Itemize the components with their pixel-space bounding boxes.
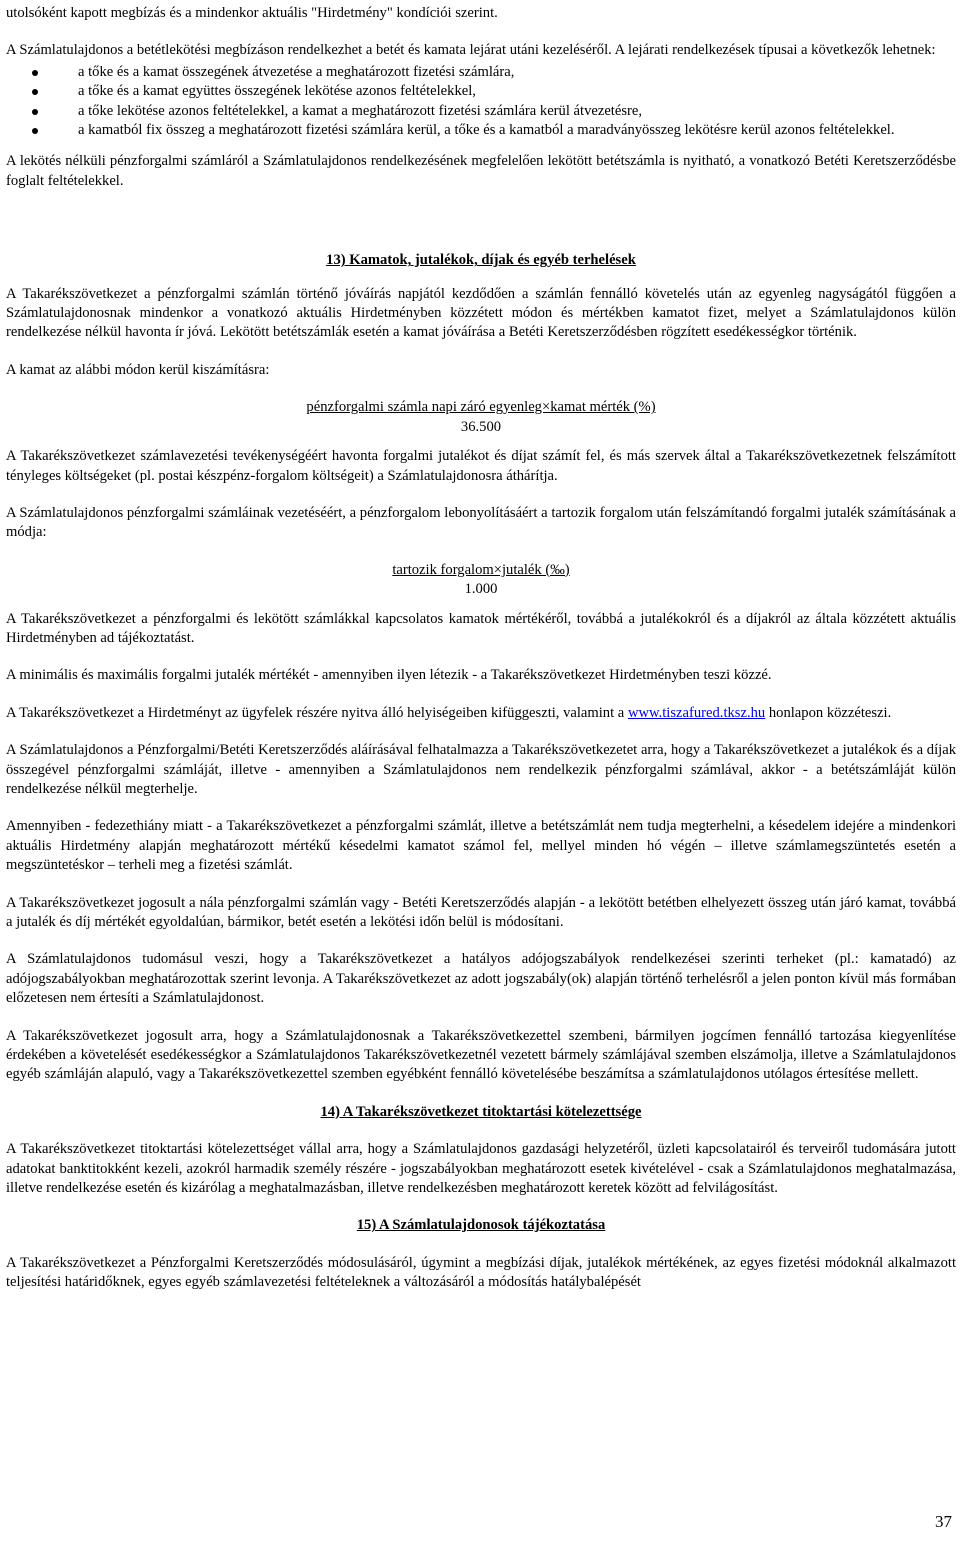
paragraph: A Számlatulajdonos a betétlekötési megbízáson rendelkezhet a betét és kamata lejárat utáni kezeléséről. A lejárati rendelkezések típusai a következők lehetnek:	[6, 42, 936, 59]
formula-denominator: 36.500	[460, 418, 502, 435]
paragraph: A Takarékszövetkezet titoktartási kötelezettséget vállal arra, hogy a Számlatulajdonos gazdasági helyzetéről, üzleti kapcsolatairól és terveiről tudomására jutott adatokat banktitokként kezeli, azokról harmadik személy részére - jogszabályokban meghatározott esetek kivételével - csak a Számlatulajdonos meghatalmazása, illetve rendelkezése esetén és kizárólag a meghatalmazásban, illetve rendelkezésben meghatározott keretek között ad felvilágosítást.	[6, 1141, 956, 1197]
paragraph	[6, 704, 956, 723]
paragraph: A minimális és maximális forgalmi jutalék mértékét - amennyiben ilyen létezik - a Takarékszövetkezet Hirdetményben teszi közzé.	[6, 667, 772, 684]
paragraph: A Takarékszövetkezet jogosult a nála pénzforgalmi számlán vagy - Betéti Keretszerződés alapján - a lekötött betétben elhelyezett összeg után járó kamat, továbbá a jutalék és díj mértékét egyoldalúan, bármikor, betét esetén a lekötési időn belül is módosítani.	[6, 894, 956, 930]
list-item	[6, 63, 956, 82]
list-item-text: a tőke és a kamat együttes összegének lekötése azonos feltételekkel,	[78, 83, 476, 100]
paragraph: A Számlatulajdonos a Pénzforgalmi/Betéti Keretszerződés aláírásával felhatalmazza a Takarékszövetkezetet arra, hogy a Takarékszövetkezet a jutalékok és a díjak összegével pénzforgalmi számláját, illetve - amennyiben a Számlatulajdonos nem rendelkezik pénzforgalmi számlával, akkor - a betétszámláját külön rendelkezése nélkül megterhelje.	[6, 742, 956, 797]
paragraph: A Takarékszövetkezet számlavezetési tevékenységéért havonta forgalmi jutalékot és díjat számít fel, és más szervek által a Takarékszövetkezetnek felszámított tényleges költségeket (pl. postai készpénz-forgalom költségeit) a Számlatulajdonosra áthárítja.	[6, 448, 956, 484]
section-heading-13: 13) Kamatok, jutalékok, díjak és egyéb terhelések	[326, 252, 636, 269]
paragraph: A Számlatulajdonos pénzforgalmi számláinak vezetéséért, a pénzforgalom lebonyolításáért a tartozik forgalom után felszámítandó forgalmi jutalék számításának a módja:	[6, 504, 956, 541]
website-link[interactable]: www.tiszafured.tksz.hu	[627, 704, 766, 721]
list-item-text: a tőke és a kamat összegének átvezetése a meghatározott fizetési számlára,	[78, 63, 515, 80]
paragraph: Amennyiben - fedezethiány miatt - a Takarékszövetkezet a pénzforgalmi számlát, illetve a betétszámlát nem tudja megterhelni, a késedelem idejére a mindenkori aktuális Hirdetmény alapján meghatározott mértékű késedelmi kamatot számol fel, mellyel minden hó végén – illetve számlamegszüntetés esetén a megszüntetéskor – terheli meg a fizetési számlát.	[6, 818, 956, 874]
list-item	[6, 82, 956, 101]
list-item	[6, 102, 956, 121]
paragraph: A Számlatulajdonos tudomásul veszi, hogy a Takarékszövetkezet a hatályos adójogszabályok rendelkezései szerinti terheket (pl.: kamatadó) az adójogszabályokban meghatározottak szerint levonja. A Takarékszövetkezet az adott jogszabály(ok) alapján történő terhelésről a jelen ponton kívül más formában előzetesen nem értesíti a Számlatulajdonost.	[6, 951, 956, 1007]
list-item-text: a tőke lekötése azonos feltételekkel, a kamat a meghatározott fizetési számlára kerül átvezetésre,	[78, 102, 643, 119]
bullet-icon	[32, 109, 38, 115]
paragraph: A Takarékszövetkezet jogosult arra, hogy a Számlatulajdonosnak a Takarékszövetkezettel szembeni, bármilyen jogcímen fennálló tartozása kiegyenlítése érdekében a követelését esedékességkor a Számlatulajdonos Takarékszövetkezetnél vezetett bármely számlájával szemben elszámolja, illetve a Számlatulajdonos egyéb számláján alapuló, vagy a Takarékszövetkezettel szemben egyébként fennálló követelésébe beszámítsa a számlatulajdonos utólagos értesítése mellett.	[6, 1027, 956, 1083]
section-heading-14: 14) A Takarékszövetkezet titoktartási kötelezettsége	[320, 1103, 642, 1120]
page-number: 37	[935, 1512, 952, 1531]
list-item	[6, 121, 956, 140]
maturity-options-list	[6, 63, 956, 141]
bullet-icon	[32, 128, 38, 134]
commission-formula	[6, 561, 956, 600]
bullet-icon	[32, 89, 38, 95]
paragraph: utolsóként kapott megbízás és a mindenkor aktuális "Hirdetmény" kondíciói szerint.	[6, 5, 498, 21]
formula-numerator: pénzforgalmi számla napi záró egyenleg×kamat mérték (%)	[306, 399, 656, 416]
bullet-icon	[32, 70, 38, 76]
paragraph-text: A Takarékszövetkezet a Hirdetményt az ügyfelek részére nyitva álló helyiségeiben kifüggeszti, valamint a	[6, 704, 628, 721]
interest-formula	[6, 398, 956, 437]
formula-denominator: 1.000	[464, 581, 498, 598]
list-item-text: a kamatból fix összeg a meghatározott fizetési számlára kerül, a tőke és a kamatból a maradványösszeg lekötésre kerül azonos feltételekkel.	[78, 122, 895, 139]
paragraph-text: honlapon közzéteszi.	[765, 704, 892, 721]
paragraph: A Takarékszövetkezet a pénzforgalmi számlán történő jóváírás napjától kezdődően a számlán fennálló követelés után az egyenleg nagyságától függően a Számlatulajdonosnak mindenkor a vonatkozó aktuális Hirdetményben közzétett módon és mértékben kamatot fizet, melyet a Számlatulajdonos külön rendelkezése nélkül havonta ír jóvá. Lekötött betétszámlák esetén a kamat jóváírása a Betéti Keretszerződésben rögzített esedékességkor történik.	[6, 285, 956, 341]
paragraph: A lekötés nélküli pénzforgalmi számláról a Számlatulajdonos rendelkezésének megfelelően lekötött betétszámla is nyitható, a vonatkozó Betéti Keretszerződésbe foglalt feltételekkel.	[6, 153, 956, 189]
document-page	[6, 0, 956, 1293]
paragraph: A Takarékszövetkezet a Pénzforgalmi Keretszerződés módosulásáról, úgymint a megbízási díjak, jutalékok mértékének, az egyes fizetési módoknál alkalmazott teljesítési határidőknek, egyes egyéb számlavezetési feltételeknek a változásáról a módosítás hatálybalépését	[6, 1254, 956, 1291]
section-heading-15: 15) A Számlatulajdonosok tájékoztatása	[356, 1217, 606, 1234]
formula-numerator: tartozik forgalom×jutalék (‰)	[392, 561, 570, 578]
paragraph: A kamat az alábbi módon kerül kiszámításra:	[6, 361, 270, 378]
paragraph: A Takarékszövetkezet a pénzforgalmi és lekötött számlákkal kapcsolatos kamatok mértékéről, továbbá a jutalékokról és a díjakról az általa közzétett aktuális Hirdetményben ad tájékoztatást.	[6, 610, 956, 646]
